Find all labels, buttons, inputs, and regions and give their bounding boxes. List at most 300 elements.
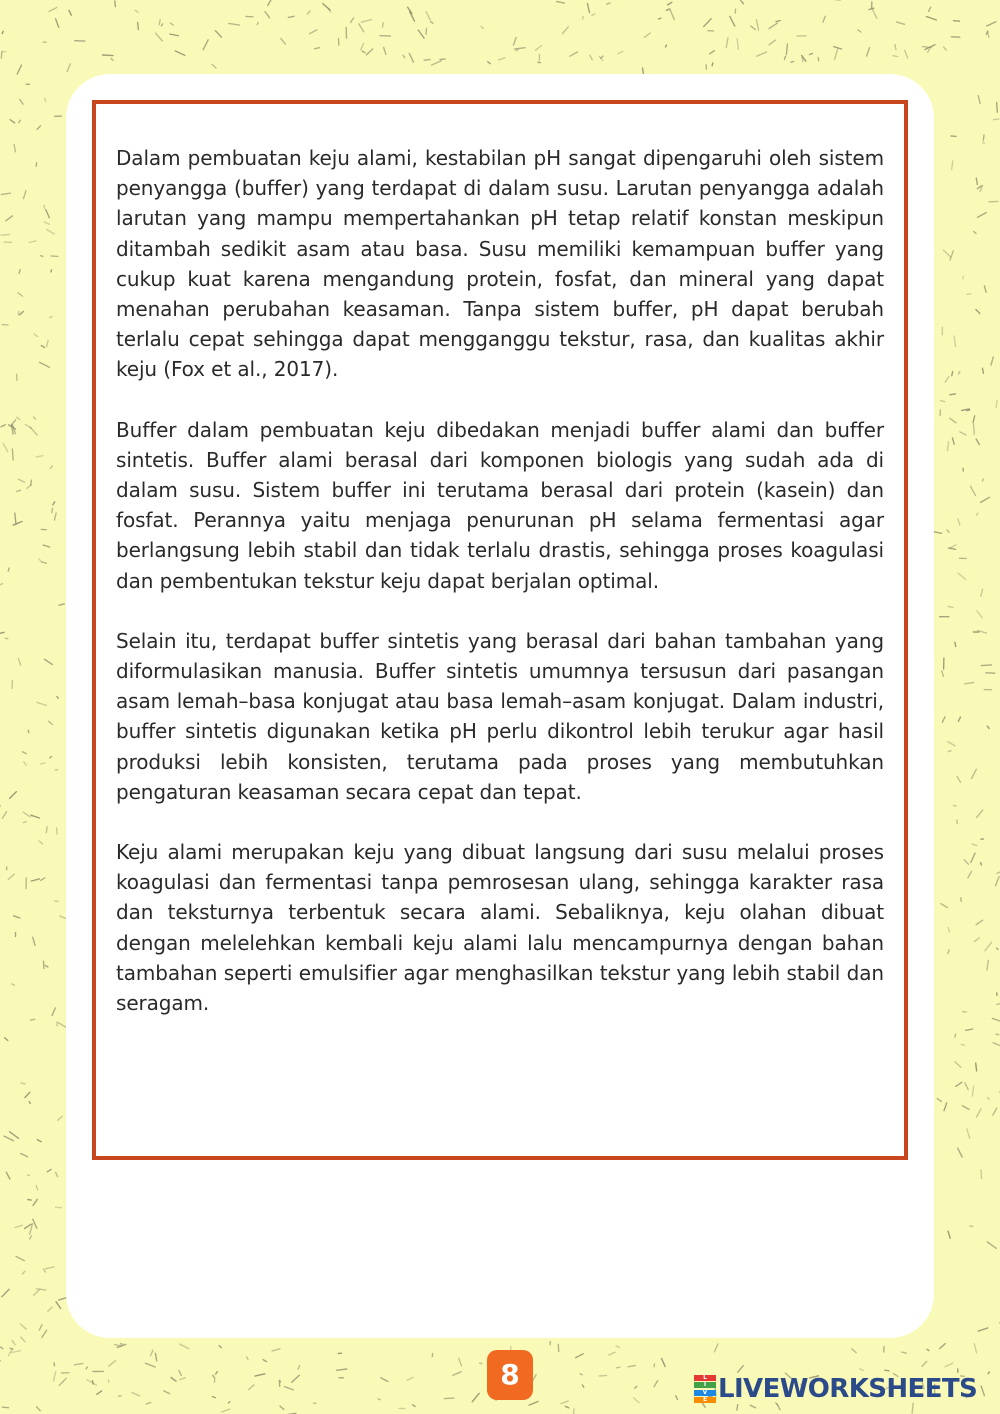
speckle-mark xyxy=(885,1370,889,1371)
speckle-mark xyxy=(835,49,838,59)
speckle-mark xyxy=(5,1038,8,1041)
speckle-mark xyxy=(359,24,364,32)
speckle-mark xyxy=(362,51,365,53)
speckle-mark xyxy=(59,1023,66,1027)
speckle-mark xyxy=(987,960,989,970)
speckle-mark xyxy=(45,98,46,101)
speckle-mark xyxy=(54,1372,56,1381)
speckle-mark xyxy=(607,3,610,4)
speckle-mark xyxy=(985,942,992,951)
speckle-mark xyxy=(216,31,222,37)
speckle-mark xyxy=(161,24,162,26)
speckle-mark xyxy=(580,1374,582,1375)
speckle-mark xyxy=(769,23,777,28)
speckle-mark xyxy=(971,853,975,862)
speckle-mark xyxy=(288,16,294,17)
speckle-mark xyxy=(786,44,787,55)
speckle-mark xyxy=(432,61,442,65)
speckle-mark xyxy=(944,1103,947,1111)
speckle-mark xyxy=(74,1363,83,1364)
speckle-mark xyxy=(151,1350,153,1355)
speckle-mark xyxy=(2,31,3,33)
speckle-mark xyxy=(950,394,956,395)
speckle-mark xyxy=(351,18,354,23)
speckle-mark xyxy=(52,1008,55,1016)
speckle-mark xyxy=(247,1357,248,1360)
speckle-mark xyxy=(895,45,896,50)
speckle-mark xyxy=(978,96,980,104)
speckle-mark xyxy=(940,1344,946,1349)
speckle-mark xyxy=(954,336,956,347)
speckle-mark xyxy=(536,46,542,51)
speckle-mark xyxy=(30,1236,32,1239)
speckle-mark xyxy=(662,1359,666,1367)
speckle-mark xyxy=(48,1307,52,1311)
speckle-mark xyxy=(592,14,595,16)
speckle-mark xyxy=(49,8,57,12)
paragraph-synthetic-buffer: Selain itu, terdapat buffer sintetis yang berasal dari bahan tambahan yang diformulasikan manusia. Buffer sintetis umumnya tersusun dari pasangan asam lemah–basa konjugat atau basa lemah–asam konjugat. Dalam industri, buffer sintetis digunakan ketika pH perlu dikontrol lebih terukur agar hasil produksi lebih konsisten, terutama pada proses yang membutuhkan pengaturan keasaman secara cepat dan tepat. xyxy=(116,628,884,804)
speckle-mark xyxy=(12,420,16,425)
speckle-mark xyxy=(987,1242,996,1248)
speckle-mark xyxy=(710,51,715,54)
speckle-mark xyxy=(860,1369,864,1371)
speckle-mark xyxy=(44,1269,46,1272)
speckle-mark xyxy=(109,1361,116,1367)
speckle-mark xyxy=(53,502,55,505)
speckle-mark xyxy=(361,20,371,23)
speckle-mark xyxy=(950,545,956,548)
speckle-mark xyxy=(967,410,970,411)
speckle-mark xyxy=(39,841,43,844)
paragraph-natural-buffer: Buffer dalam pembuatan keju dibedakan menjadi buffer alami dan buffer sintetis. Buffer alami berasal dari komponen biologis yang sudah ada di dalam susu. Sistem buffer ini terutama berasal dari protein (kasein) dan fosfat. Perannya yaitu menjaga penurunan pH selama fermentasi agar berlangsung lebih stabil dan tidak terlalu drastis, sehingga proses koagulasi dan pembentukan tekstur keju dapat berjalan optimal. xyxy=(116,417,884,593)
speckle-mark xyxy=(757,52,767,56)
speckle-mark xyxy=(997,948,999,950)
speckle-mark xyxy=(36,1289,45,1290)
speckle-mark xyxy=(987,1098,989,1100)
speckle-mark xyxy=(978,213,987,218)
speckle-mark xyxy=(41,878,45,881)
speckle-mark xyxy=(21,1337,25,1342)
speckle-mark xyxy=(488,62,491,64)
speckle-mark xyxy=(228,1402,230,1403)
speckle-mark xyxy=(950,251,954,260)
speckle-mark xyxy=(432,1354,433,1357)
speckle-mark xyxy=(54,1363,55,1366)
speckle-mark xyxy=(945,1363,953,1367)
speckle-mark xyxy=(57,828,58,834)
speckle-mark xyxy=(941,401,945,402)
speckle-mark xyxy=(23,752,27,754)
speckle-mark xyxy=(219,1346,221,1348)
speckle-mark xyxy=(988,1372,989,1374)
speckle-mark xyxy=(55,901,58,902)
speckle-mark xyxy=(960,432,966,435)
speckle-mark xyxy=(944,250,951,257)
speckle-mark xyxy=(13,522,22,526)
speckle-mark xyxy=(120,1344,122,1345)
speckle-mark xyxy=(51,270,52,272)
speckle-mark xyxy=(987,22,996,26)
speckle-mark xyxy=(10,120,15,123)
speckle-mark xyxy=(616,1346,619,1347)
speckle-mark xyxy=(966,1029,973,1030)
paragraph-buffer-intro: Dalam pembuatan keju alami, kestabilan pH sangat dipengaruhi oleh sistem penyangga (buffer) yang terdapat di dalam susu. Larutan penyangga adalah larutan yang mampu mempertahankan pH tetap relatif konstan meskipun ditambah sedikit asam atau basa. Susu memiliki kemampuan buffer yang cukup kuat karena mengandung protein, fosfat, dan mineral yang dapat menahan perubahan keasaman. Tanpa sistem buffer, pH dapat berubah terlalu cepat sehingga dapat mengganggu tekstur, rasa, dan kualitas akhir keju (Fox et al., 2017). xyxy=(116,146,884,382)
speckle-mark xyxy=(974,424,975,434)
speckle-mark xyxy=(18,293,23,297)
speckle-mark xyxy=(67,64,70,72)
speckle-mark xyxy=(57,697,58,699)
speckle-mark xyxy=(337,1369,347,1370)
speckle-mark xyxy=(426,12,430,21)
brand-name: LIVEWORKSHEETS xyxy=(718,1374,978,1404)
speckle-mark xyxy=(263,1360,266,1362)
speckle-mark xyxy=(958,717,960,721)
speckle-mark xyxy=(3,443,8,451)
speckle-mark xyxy=(481,27,483,29)
speckle-mark xyxy=(965,1083,968,1090)
speckle-mark xyxy=(958,1148,963,1157)
speckle-mark xyxy=(948,742,955,746)
speckle-mark xyxy=(582,1385,583,1387)
speckle-mark xyxy=(958,573,966,579)
speckle-mark xyxy=(867,48,870,56)
speckle-mark xyxy=(945,377,949,383)
speckle-mark xyxy=(37,126,40,130)
speckle-mark xyxy=(14,916,20,918)
speckle-mark xyxy=(34,334,37,337)
speckle-mark xyxy=(984,286,986,292)
speckle-mark xyxy=(50,757,52,758)
speckle-mark xyxy=(996,877,1000,886)
speckle-mark xyxy=(418,30,424,38)
speckle-mark xyxy=(981,863,982,865)
speckle-mark xyxy=(499,58,506,60)
liveworksheets-logo-icon xyxy=(694,1375,716,1403)
speckle-mark xyxy=(927,1349,929,1350)
speckle-mark xyxy=(472,1393,479,1401)
speckle-mark xyxy=(44,222,49,224)
speckle-mark xyxy=(20,99,23,104)
speckle-mark xyxy=(212,1397,215,1398)
speckle-mark xyxy=(50,317,52,318)
speckle-mark xyxy=(378,1399,380,1400)
speckle-mark xyxy=(17,417,20,420)
speckle-mark xyxy=(954,21,960,22)
speckle-mark xyxy=(972,1086,973,1096)
speckle-mark xyxy=(145,1363,155,1367)
speckle-mark xyxy=(513,38,516,46)
speckle-mark xyxy=(28,1200,31,1201)
speckle-mark xyxy=(14,144,15,151)
speckle-mark xyxy=(948,607,953,608)
speckle-mark xyxy=(983,135,984,141)
speckle-mark xyxy=(2,812,6,819)
speckle-mark xyxy=(902,1352,907,1353)
speckle-mark xyxy=(24,762,26,766)
speckle-mark xyxy=(159,20,160,25)
speckle-mark xyxy=(40,362,50,367)
speckle-mark xyxy=(179,1344,188,1349)
speckle-mark xyxy=(967,1129,970,1138)
speckle-mark xyxy=(50,466,52,469)
speckle-mark xyxy=(180,1378,186,1380)
speckle-mark xyxy=(962,1106,969,1110)
speckle-mark xyxy=(46,210,50,218)
speckle-mark xyxy=(977,513,978,515)
speckle-mark xyxy=(424,60,430,61)
speckle-mark xyxy=(942,671,944,676)
speckle-mark xyxy=(676,1396,678,1400)
speckle-mark xyxy=(954,805,956,806)
speckle-mark xyxy=(996,1034,999,1035)
speckle-mark xyxy=(37,1140,41,1142)
speckle-mark xyxy=(6,216,13,221)
speckle-mark xyxy=(978,1328,988,1331)
speckle-mark xyxy=(965,683,974,684)
speckle-mark xyxy=(952,161,953,170)
speckle-mark xyxy=(20,311,24,314)
speckle-mark xyxy=(2,1289,9,1297)
speckle-mark xyxy=(56,19,59,27)
speckle-mark xyxy=(268,0,272,5)
speckle-mark xyxy=(11,1351,20,1353)
speckle-mark xyxy=(19,120,21,123)
speckle-mark xyxy=(981,1170,982,1179)
speckle-mark xyxy=(726,38,728,48)
speckle-mark xyxy=(46,827,47,833)
speckle-mark xyxy=(21,1154,28,1157)
speckle-mark xyxy=(897,22,905,24)
speckle-mark xyxy=(563,27,569,34)
speckle-mark xyxy=(255,1374,265,1376)
logo-letter-l: L xyxy=(694,1375,716,1381)
speckle-mark xyxy=(47,230,55,234)
speckle-mark xyxy=(444,1398,453,1399)
logo-letter-e: E xyxy=(694,1397,716,1403)
speckle-mark xyxy=(453,1372,461,1376)
speckle-mark xyxy=(36,1185,38,1189)
speckle-mark xyxy=(39,559,41,561)
speckle-mark xyxy=(964,860,968,865)
speckle-mark xyxy=(928,49,930,52)
speckle-mark xyxy=(361,43,364,50)
speckle-mark xyxy=(956,1082,962,1086)
logo-letter-v: V xyxy=(694,1390,716,1396)
speckle-mark xyxy=(947,530,949,532)
speckle-mark xyxy=(213,1375,215,1378)
speckle-mark xyxy=(948,1231,950,1238)
speckle-mark xyxy=(171,1378,176,1382)
speckle-mark xyxy=(634,1398,639,1403)
speckle-mark xyxy=(21,1083,25,1084)
speckle-mark xyxy=(937,1099,941,1102)
speckle-mark xyxy=(138,22,139,29)
speckle-mark xyxy=(1,425,5,427)
speckle-mark xyxy=(155,1353,156,1361)
speckle-mark xyxy=(952,438,954,445)
speckle-mark xyxy=(618,51,623,53)
speckle-mark xyxy=(8,874,14,879)
speckle-mark xyxy=(1,234,10,235)
speckle-mark xyxy=(948,928,949,933)
speckle-mark xyxy=(628,1366,635,1367)
speckle-mark xyxy=(942,717,945,722)
speckle-mark xyxy=(15,513,16,523)
speckle-mark xyxy=(852,1349,856,1353)
speckle-mark xyxy=(265,12,270,18)
speckle-mark xyxy=(403,55,405,58)
speckle-mark xyxy=(33,1219,37,1228)
speckle-mark xyxy=(459,1358,462,1366)
speckle-mark xyxy=(164,1391,170,1394)
speckle-mark xyxy=(730,16,735,26)
speckle-mark xyxy=(583,16,584,19)
speckle-mark xyxy=(146,1403,151,1405)
speckle-mark xyxy=(529,1402,538,1406)
speckle-mark xyxy=(41,346,44,348)
speckle-mark xyxy=(15,1225,22,1227)
speckle-mark xyxy=(947,442,948,451)
speckle-mark xyxy=(280,1406,284,1409)
speckle-mark xyxy=(407,1377,413,1380)
speckle-mark xyxy=(49,721,53,724)
speckle-mark xyxy=(222,1409,230,1412)
speckle-mark xyxy=(941,904,948,908)
speckle-mark xyxy=(858,30,861,32)
speckle-mark xyxy=(10,792,17,799)
speckle-mark xyxy=(18,312,19,315)
speckle-mark xyxy=(658,18,661,19)
speckle-mark xyxy=(905,50,908,58)
speckle-mark xyxy=(981,665,991,666)
speckle-mark xyxy=(967,294,971,295)
speckle-mark xyxy=(45,966,48,968)
speckle-mark xyxy=(384,47,386,54)
speckle-mark xyxy=(654,1381,658,1387)
speckle-mark xyxy=(59,1378,66,1385)
speckle-mark xyxy=(823,16,825,22)
speckle-mark xyxy=(741,1,744,4)
speckle-mark xyxy=(39,1325,42,1330)
speckle-mark xyxy=(23,1271,25,1274)
speckle-mark xyxy=(972,844,977,845)
speckle-mark xyxy=(56,1172,58,1176)
speckle-mark xyxy=(576,1354,584,1358)
speckle-mark xyxy=(56,1302,61,1309)
speckle-mark xyxy=(46,1267,55,1269)
document-body xyxy=(116,143,884,1048)
speckle-mark xyxy=(0,632,4,633)
speckle-mark xyxy=(944,47,947,50)
speckle-mark xyxy=(203,40,208,50)
speckle-mark xyxy=(25,1092,30,1097)
speckle-mark xyxy=(17,490,21,491)
speckle-mark xyxy=(28,730,29,732)
speckle-mark xyxy=(645,33,651,37)
speckle-mark xyxy=(42,1330,47,1337)
speckle-mark xyxy=(36,456,43,457)
speckle-mark xyxy=(0,584,3,585)
speckle-mark xyxy=(315,48,320,49)
speckle-mark xyxy=(156,33,163,41)
logo-letter-i: I xyxy=(694,1382,716,1388)
speckle-mark xyxy=(42,562,47,563)
speckle-mark xyxy=(409,53,413,62)
speckle-mark xyxy=(977,611,983,618)
speckle-mark xyxy=(991,357,993,365)
speckle-mark xyxy=(617,1367,621,1368)
speckle-mark xyxy=(635,1386,637,1388)
speckle-mark xyxy=(668,2,672,5)
speckle-mark xyxy=(983,143,985,144)
speckle-mark xyxy=(988,32,989,37)
speckle-mark xyxy=(69,11,71,16)
speckle-mark xyxy=(976,310,980,314)
speckle-mark xyxy=(974,1344,976,1353)
speckle-mark xyxy=(249,1385,254,1390)
speckle-mark xyxy=(993,1108,997,1115)
speckle-mark xyxy=(52,508,53,512)
speckle-mark xyxy=(515,48,526,49)
speckle-mark xyxy=(12,449,13,460)
speckle-mark xyxy=(993,119,999,120)
speckle-mark xyxy=(212,65,216,68)
speckle-mark xyxy=(18,658,20,665)
speckle-mark xyxy=(366,49,372,55)
speckle-mark xyxy=(308,11,311,14)
speckle-mark xyxy=(961,1044,964,1045)
speckle-mark xyxy=(955,1062,961,1067)
speckle-mark xyxy=(666,9,669,10)
speckle-mark xyxy=(976,178,977,184)
speckle-mark xyxy=(24,191,26,199)
speckle-mark xyxy=(959,371,960,374)
speckle-mark xyxy=(47,1169,51,1171)
speckle-mark xyxy=(557,2,565,3)
speckle-mark xyxy=(981,589,983,596)
speckle-mark xyxy=(955,1034,956,1037)
speckle-mark xyxy=(37,702,47,705)
speckle-mark xyxy=(974,232,976,234)
speckle-mark xyxy=(955,642,956,646)
speckle-mark xyxy=(948,751,951,752)
speckle-mark xyxy=(986,31,987,34)
speckle-mark xyxy=(952,372,953,376)
speckle-mark xyxy=(996,400,997,407)
speckle-mark xyxy=(16,1256,24,1260)
speckle-mark xyxy=(927,17,937,21)
speckle-mark xyxy=(47,340,49,347)
speckle-mark xyxy=(714,1344,718,1352)
speckle-mark xyxy=(37,1407,41,1411)
speckle-mark xyxy=(987,726,989,728)
speckle-mark xyxy=(992,1018,1000,1021)
speckle-mark xyxy=(997,102,998,112)
speckle-mark xyxy=(751,26,756,30)
speckle-mark xyxy=(601,56,603,58)
speckle-mark xyxy=(229,23,240,25)
page-number-badge: 8 xyxy=(487,1350,533,1400)
speckle-mark xyxy=(21,1324,27,1329)
speckle-mark xyxy=(737,39,738,49)
speckle-mark xyxy=(957,776,961,782)
speckle-mark xyxy=(30,1019,35,1020)
speckle-mark xyxy=(10,1132,19,1139)
speckle-mark xyxy=(111,59,113,61)
speckle-mark xyxy=(257,23,258,25)
speckle-mark xyxy=(565,1406,568,1407)
speckle-mark xyxy=(281,39,286,45)
